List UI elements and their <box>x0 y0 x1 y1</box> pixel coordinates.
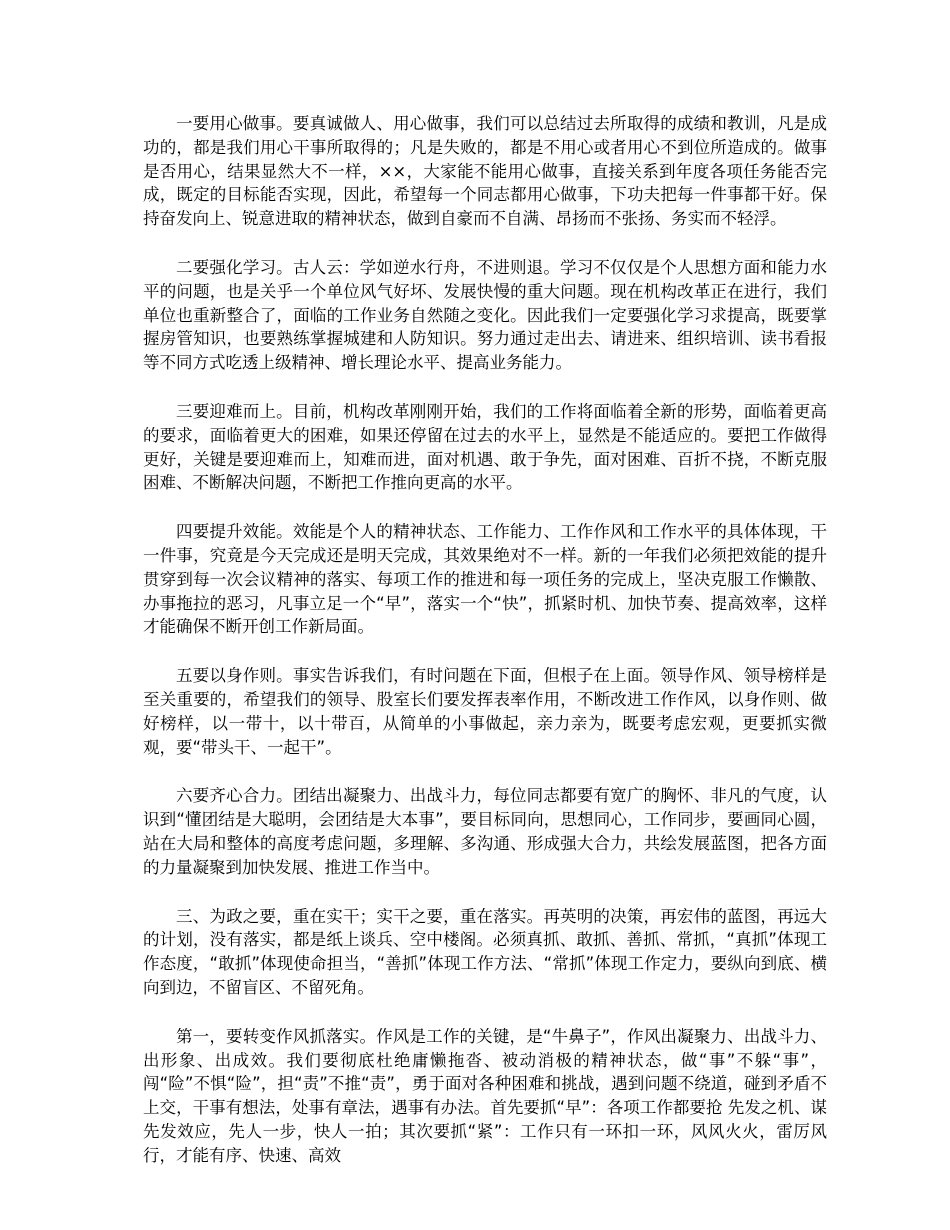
paragraph-six-work-together: 六要齐心合力。团结出凝聚力、出战斗力，每位同志都要有宽广的胸怀、非凡的气度，认识到“懂团结是大聪明，会团结是大本事”，要目标同向，思想同心，工作同步，要画同心圆，站在大局和整体的高度考虑问题，多理解、多沟通、形成强大合力，共绘发展蓝图，把各方面的力量凝聚到加快发展、推进工作当中。 <box>143 786 827 877</box>
paragraph-three-face-difficulties: 三要迎难而上。目前，机构改革刚刚开始，我们的工作将面临着全新的形势，面临着更高的要求，面临着更大的困难，如果还停留在过去的水平上，显然是不能适应的。要把工作做得更好，关键是要迎难而上，知难而进，面对机遇、敢于争先，面对困难、百折不挠，不断克服困难、不断解决问题，不断把工作推向更高的水平。 <box>143 401 827 493</box>
paragraph-five-lead-by-example: 五要以身作则。事实告诉我们，有时问题在下面，但根子在上面。领导作风、领导榜样是至关重要的，希望我们的领导、股室长们要发挥表率作用，不断改进工作作风，以身作则、做好榜样，以一带十，以十带百，从简单的小事做起，亲力亲为，既要考虑宏观，更要抓实微观，要“带头干、一起干”。 <box>143 666 827 757</box>
paragraph-four-improve-efficiency: 四要提升效能。效能是个人的精神状态、工作能力、工作作风和工作水平的具体体现，干一件事，究竟是今天完成还是明天完成，其效果绝对不一样。新的一年我们必须把效能的提升贯穿到每一次会议精神的落实、每项工作的推进和每一项任务的完成上，坚决克服工作懒散、办事拖拉的恶习，凡事立足一个“早”，落实一个“快”，抓紧时机、加快节奏、提高效率，这样才能确保不断开创工作新局面。 <box>143 522 827 637</box>
paragraph-first-change-style: 第一，要转变作风抓落实。作风是工作的关键，是“牛鼻子”，作风出凝聚力、出战斗力、出形象、出成效。我们要彻底杜绝庸懒拖沓、被动消极的精神状态，做“事”不躲“事”，闯“险”不惧“险”，担“责”不推“责”，勇于面对各种困难和挑战，遇到问题不绕道，碰到矛盾不上交，干事有想法，处事有章法，遇事有办法。首先要抓“早”：各项工作都要抢 先发之机、谋 先发效应，先人一步，快人一拍；其次要抓“紧”：工作只有一环扣一环，风风火火，雷厉风行，才能有序、快速、高效 <box>143 1026 827 1165</box>
paragraph-one-use-heart: 一要用心做事。要真诚做人、用心做事，我们可以总结过去所取得的成绩和教训，凡是成功的，都是我们用心干事所取得的；凡是失败的，都是不用心或者用心不到位所造成的。做事是否用心，结果显然大不一样，××，大家能不能用心做事，直接关系到年度各项任务能否完成，既定的目标能否实现，因此，希望每一个同志都用心做事，下功夫把每一件事都干好。保持奋发向上、锐意进取的精神状态，做到自豪而不自满、昂扬而不张扬、务实而不轻浮。 <box>143 114 827 229</box>
paragraph-two-strengthen-learning: 二要强化学习。古人云：学如逆水行舟，不进则退。学习不仅仅是个人思想方面和能力水平的问题，也是关乎一个单位风气好坏、发展快慢的重大问题。现在机构改革正在进行，我们单位也重新整合了，面临的工作业务自然随之变化。因此我们一定要强化学习求提高，既要掌握房管知识，也要熟练掌握城建和人防知识。努力通过走出去、请进来、组织培训、读书看报等不同方式吃透上级精神、增长理论水平、提高业务能力。 <box>143 257 827 373</box>
paragraph-section-three-implementation: 三、为政之要，重在实干；实干之要，重在落实。再英明的决策，再宏伟的蓝图，再远大的计划，没有落实，都是纸上谈兵、空中楼阁。必须真抓、敢抓、善抓、常抓，“真抓”体现工作态度，“敢抓”体现使命担当，“善抓”体现工作方法、“常抓”体现工作定力，要纵向到底、横向到边，不留盲区、不留死角。 <box>143 906 827 997</box>
document-page <box>143 112 827 1192</box>
